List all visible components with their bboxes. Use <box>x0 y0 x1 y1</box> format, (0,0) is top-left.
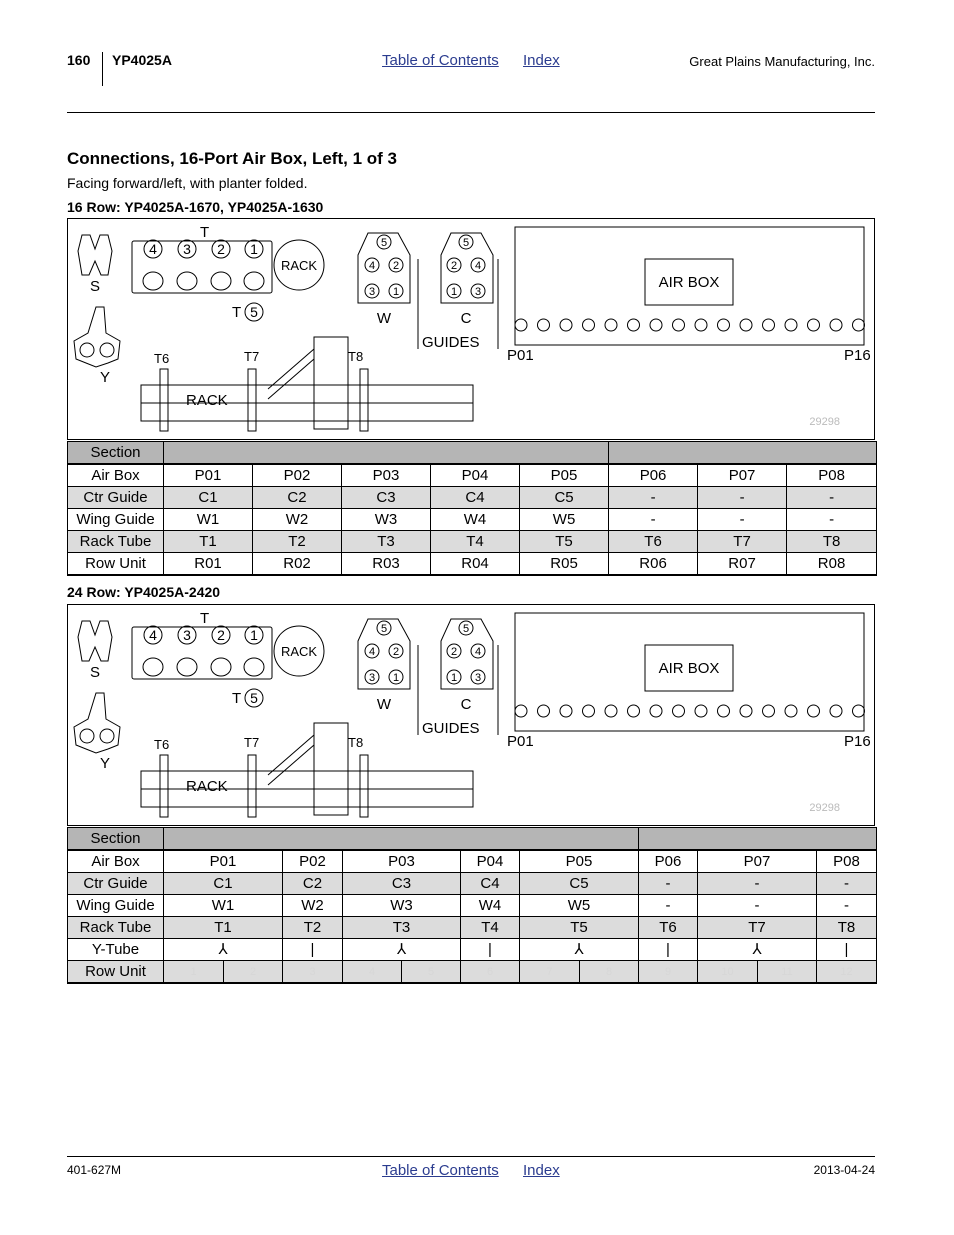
footer-rule <box>67 1156 875 1157</box>
manifold-port-number: 1 <box>450 286 458 298</box>
row-label: Row Unit <box>68 553 164 576</box>
table-cell: - <box>698 509 787 531</box>
company-name: Great Plains Manufacturing, Inc. <box>689 54 875 69</box>
table-cell: - <box>639 895 698 917</box>
table-cell: T6 <box>639 917 698 939</box>
connections-table-2 <box>67 827 877 984</box>
section-band-right <box>639 828 877 851</box>
air-box-port <box>583 705 595 717</box>
row-label: Y-Tube <box>68 939 164 961</box>
manifold-port-number: 1 <box>450 672 458 684</box>
label-w: W <box>376 696 392 713</box>
table-cell: W4 <box>461 895 520 917</box>
section-band-right <box>609 442 877 465</box>
air-box-port <box>650 319 662 331</box>
air-box-port <box>785 319 797 331</box>
label-air-box: AIR BOX <box>658 660 720 677</box>
tube-clamp <box>360 369 368 431</box>
table-cell: | <box>639 939 698 961</box>
table-cell: ⅄ <box>343 939 461 961</box>
air-box-port <box>763 705 775 717</box>
row-label: Air Box <box>68 850 164 873</box>
table-cell: T5 <box>520 917 639 939</box>
y-port-right <box>100 343 114 357</box>
table-cell: T7 <box>698 917 817 939</box>
air-box-port <box>673 319 685 331</box>
tube-opening <box>177 658 197 676</box>
table-cell: C3 <box>343 873 461 895</box>
table-cell: W1 <box>164 509 253 531</box>
page-number: 160 <box>67 52 91 68</box>
table-row <box>68 895 877 917</box>
label-guides: GUIDES <box>422 334 480 351</box>
table-cell: T8 <box>787 531 877 553</box>
model-name: YP4025A <box>112 52 172 68</box>
table-cell: T4 <box>461 917 520 939</box>
air-box-port <box>560 319 572 331</box>
manifold-port-number: 2 <box>392 260 400 272</box>
y-port-right <box>100 729 114 743</box>
tube-opening <box>244 272 264 290</box>
table-cell: | <box>817 939 877 961</box>
air-box-port <box>740 705 752 717</box>
table-cell: ⅄ <box>164 939 283 961</box>
tube-opening <box>244 658 264 676</box>
table-cell: R04 <box>431 553 520 576</box>
table-cell: | <box>461 939 520 961</box>
row-unit-cell: 12 <box>817 961 877 984</box>
air-box-port <box>538 705 550 717</box>
table-cell: W4 <box>431 509 520 531</box>
table-cell: T2 <box>253 531 342 553</box>
row-unit-cell: 8 <box>580 961 639 984</box>
section2-heading: 24 Row: YP4025A-2420 <box>67 584 221 600</box>
table-cell: - <box>609 509 698 531</box>
table-row <box>68 464 877 487</box>
label-y: Y <box>100 369 111 386</box>
table-cell: P05 <box>520 850 639 873</box>
table-cell: T3 <box>342 531 431 553</box>
row-label: Ctr Guide <box>68 487 164 509</box>
table-cell: T2 <box>283 917 343 939</box>
air-box-port <box>853 705 865 717</box>
manifold-port-number: 2 <box>392 646 400 658</box>
tube-opening <box>177 272 197 290</box>
table-cell: W2 <box>283 895 343 917</box>
air-box-port <box>853 319 865 331</box>
air-box-port <box>628 319 640 331</box>
rack-brace <box>268 735 314 785</box>
rack-post <box>314 723 348 815</box>
row-label: Ctr Guide <box>68 873 164 895</box>
row-label: Rack Tube <box>68 531 164 553</box>
air-box-port <box>695 319 707 331</box>
tube-opening <box>143 658 163 676</box>
label-p16: P16 <box>844 733 871 750</box>
label-p16: P16 <box>844 347 871 364</box>
table-cell: - <box>698 873 817 895</box>
tube-clamp <box>360 755 368 817</box>
section-header: Section <box>68 442 164 465</box>
table-cell: C4 <box>461 873 520 895</box>
manifold-port-number: 1 <box>392 286 400 298</box>
page-title: Connections, 16-Port Air Box, Left, 1 of 3 <box>67 149 397 168</box>
manifold-port-number: 5 <box>462 237 470 249</box>
table-cell: - <box>698 895 817 917</box>
s-connector <box>78 235 112 275</box>
manifold-port-number: 4 <box>474 260 482 272</box>
table-cell: - <box>639 873 698 895</box>
tube-clamp <box>248 369 256 431</box>
table-cell: W5 <box>520 509 609 531</box>
air-box-port <box>740 319 752 331</box>
manifold-port-number: 4 <box>368 260 376 272</box>
tube-opening <box>143 272 163 290</box>
figure-number: 29298 <box>809 802 840 814</box>
port-number: 1 <box>250 627 258 643</box>
table-cell: T5 <box>520 531 609 553</box>
table-cell: P07 <box>698 850 817 873</box>
manifold-port-number: 3 <box>368 672 376 684</box>
table-cell: P08 <box>817 850 877 873</box>
table-cell: T1 <box>164 531 253 553</box>
table-cell: P06 <box>609 464 698 487</box>
port-number: 5 <box>250 304 258 320</box>
air-box-port <box>718 319 730 331</box>
table-row <box>68 961 877 984</box>
table-cell: - <box>817 873 877 895</box>
manifold-port-number: 4 <box>368 646 376 658</box>
label-p01: P01 <box>507 733 534 750</box>
air-box-port <box>515 705 527 717</box>
s-connector <box>78 621 112 661</box>
table-cell: R08 <box>787 553 877 576</box>
table-row <box>68 487 877 509</box>
manifold-port-number: 2 <box>450 260 458 272</box>
table-cell: P02 <box>283 850 343 873</box>
table-cell: R03 <box>342 553 431 576</box>
tube-clamp <box>160 369 168 431</box>
table-row <box>68 509 877 531</box>
label-t6: T6 <box>154 351 170 366</box>
table-cell: ⅄ <box>520 939 639 961</box>
port-number: 4 <box>149 241 157 257</box>
table-cell: - <box>698 487 787 509</box>
row-unit-cell: 1 <box>164 961 224 984</box>
table-cell: - <box>787 487 877 509</box>
table-cell: C5 <box>520 487 609 509</box>
manifold-port-number: 4 <box>474 646 482 658</box>
label-c: C <box>460 310 472 327</box>
manifold-port-number: 3 <box>474 672 482 684</box>
table-cell: | <box>283 939 343 961</box>
row-label: Wing Guide <box>68 895 164 917</box>
tube-opening <box>211 272 231 290</box>
table-cell: T7 <box>698 531 787 553</box>
table-cell: - <box>609 487 698 509</box>
table-cell: R07 <box>698 553 787 576</box>
table-cell: C4 <box>431 487 520 509</box>
table-cell: - <box>787 509 877 531</box>
rack-brace <box>268 349 314 399</box>
connections-table-1 <box>67 441 877 576</box>
row-label: Air Box <box>68 464 164 487</box>
header-rule <box>67 112 875 113</box>
table-cell: P02 <box>253 464 342 487</box>
table-cell: P01 <box>164 464 253 487</box>
table-cell: C2 <box>253 487 342 509</box>
table-cell: - <box>817 895 877 917</box>
manifold-port-number: 3 <box>368 286 376 298</box>
row-unit-cell: 11 <box>758 961 817 984</box>
table-cell: P08 <box>787 464 877 487</box>
air-box-port <box>830 319 842 331</box>
port-number: 4 <box>149 627 157 643</box>
table-cell: R01 <box>164 553 253 576</box>
y-port-left <box>80 729 94 743</box>
section-header: Section <box>68 828 164 851</box>
label-t7: T7 <box>244 349 260 364</box>
manifold-port-number: 3 <box>474 286 482 298</box>
y-connector <box>74 307 120 367</box>
air-box-port <box>605 319 617 331</box>
table-cell: P06 <box>639 850 698 873</box>
table-cell: R02 <box>253 553 342 576</box>
table-cell: C3 <box>342 487 431 509</box>
label-t5: T <box>232 304 242 321</box>
table-cell: R06 <box>609 553 698 576</box>
table-row <box>68 531 877 553</box>
table-cell: W5 <box>520 895 639 917</box>
doc-number: 401-627M <box>67 1163 122 1177</box>
section-band-left <box>164 442 609 465</box>
table-cell: C2 <box>283 873 343 895</box>
table-cell: T6 <box>609 531 698 553</box>
page-subtitle: Facing forward/left, with planter folded. <box>67 175 308 191</box>
row-unit-cell: 4 <box>343 961 402 984</box>
label-t5: T <box>232 690 242 707</box>
connection-diagram-2 <box>67 604 875 826</box>
table-cell: P04 <box>431 464 520 487</box>
connection-diagram-1 <box>67 218 875 440</box>
table-cell: C1 <box>164 873 283 895</box>
index-link[interactable]: Index <box>523 52 560 69</box>
air-box-port <box>515 319 527 331</box>
table-cell: W2 <box>253 509 342 531</box>
header-divider <box>102 52 103 86</box>
air-box-port <box>538 319 550 331</box>
label-rack-big: RACK <box>186 778 228 795</box>
port-number: 2 <box>217 627 225 643</box>
section1-heading: 16 Row: YP4025A-1670, YP4025A-1630 <box>67 199 324 215</box>
label-rack: RACK <box>280 258 318 273</box>
row-unit-cell: 3 <box>283 961 343 984</box>
rack-post <box>314 337 348 429</box>
doc-date: 2013-04-24 <box>813 1163 875 1177</box>
row-unit-cell: 2 <box>224 961 283 984</box>
table-cell: P03 <box>343 850 461 873</box>
table-row <box>68 850 877 873</box>
row-label: Wing Guide <box>68 509 164 531</box>
table-cell: C1 <box>164 487 253 509</box>
table-cell: P05 <box>520 464 609 487</box>
label-t6: T6 <box>154 737 170 752</box>
port-number: 1 <box>250 241 258 257</box>
table-cell: P07 <box>698 464 787 487</box>
footer-index-link[interactable]: Index <box>523 1162 560 1179</box>
label-air-box: AIR BOX <box>658 274 720 291</box>
air-box-port <box>650 705 662 717</box>
air-box-port <box>763 319 775 331</box>
row-label: Rack Tube <box>68 917 164 939</box>
label-rack-big: RACK <box>186 392 228 409</box>
table-cell: P01 <box>164 850 283 873</box>
port-number: 2 <box>217 241 225 257</box>
manifold-port-number: 5 <box>462 623 470 635</box>
row-unit-cell: 10 <box>698 961 758 984</box>
table-cell: T8 <box>817 917 877 939</box>
table-cell: C5 <box>520 873 639 895</box>
port-number: 5 <box>250 690 258 706</box>
air-box-port <box>605 705 617 717</box>
air-box-port <box>718 705 730 717</box>
label-y: Y <box>100 755 111 772</box>
label-s: S <box>90 664 101 681</box>
table-cell: W1 <box>164 895 283 917</box>
tube-clamp <box>248 755 256 817</box>
air-box-port <box>695 705 707 717</box>
air-box-port <box>583 319 595 331</box>
table-cell: W3 <box>343 895 461 917</box>
manifold-port-number: 5 <box>380 237 388 249</box>
row-unit-cell: 5 <box>402 961 461 984</box>
tube-opening <box>211 658 231 676</box>
air-box-port <box>808 319 820 331</box>
table-cell: T1 <box>164 917 283 939</box>
label-p01: P01 <box>507 347 534 364</box>
table-row <box>68 873 877 895</box>
table-cell: R05 <box>520 553 609 576</box>
row-unit-cell: 7 <box>520 961 580 984</box>
footer-toc-link[interactable]: Table of Contents <box>382 1162 499 1179</box>
table-cell: T4 <box>431 531 520 553</box>
label-t: T <box>200 224 210 241</box>
air-box-port <box>785 705 797 717</box>
manifold-port-number: 1 <box>392 672 400 684</box>
air-box-port <box>830 705 842 717</box>
label-t8: T8 <box>348 349 364 364</box>
label-rack: RACK <box>280 644 318 659</box>
air-box-port <box>673 705 685 717</box>
table-cell: ⅄ <box>698 939 817 961</box>
manifold-port-number: 2 <box>450 646 458 658</box>
label-c: C <box>460 696 472 713</box>
label-t8: T8 <box>348 735 364 750</box>
section-band-left <box>164 828 639 851</box>
air-box-port <box>628 705 640 717</box>
label-t: T <box>200 610 210 627</box>
label-t7: T7 <box>244 735 260 750</box>
row-label: Row Unit <box>68 961 164 984</box>
row-unit-cell: 6 <box>461 961 520 984</box>
table-row <box>68 917 877 939</box>
y-connector <box>74 693 120 753</box>
y-port-left <box>80 343 94 357</box>
manifold-port-number: 5 <box>380 623 388 635</box>
table-cell: P04 <box>461 850 520 873</box>
table-cell: W3 <box>342 509 431 531</box>
figure-number: 29298 <box>809 416 840 428</box>
air-box-port <box>808 705 820 717</box>
table-cell: T3 <box>343 917 461 939</box>
table-row <box>68 939 877 961</box>
port-number: 3 <box>183 241 191 257</box>
row-unit-cell: 9 <box>639 961 698 984</box>
label-s: S <box>90 278 101 295</box>
table-row <box>68 553 877 576</box>
air-box-port <box>560 705 572 717</box>
label-guides: GUIDES <box>422 720 480 737</box>
port-number: 3 <box>183 627 191 643</box>
table-cell: P03 <box>342 464 431 487</box>
toc-link[interactable]: Table of Contents <box>382 52 499 69</box>
label-w: W <box>376 310 392 327</box>
tube-clamp <box>160 755 168 817</box>
